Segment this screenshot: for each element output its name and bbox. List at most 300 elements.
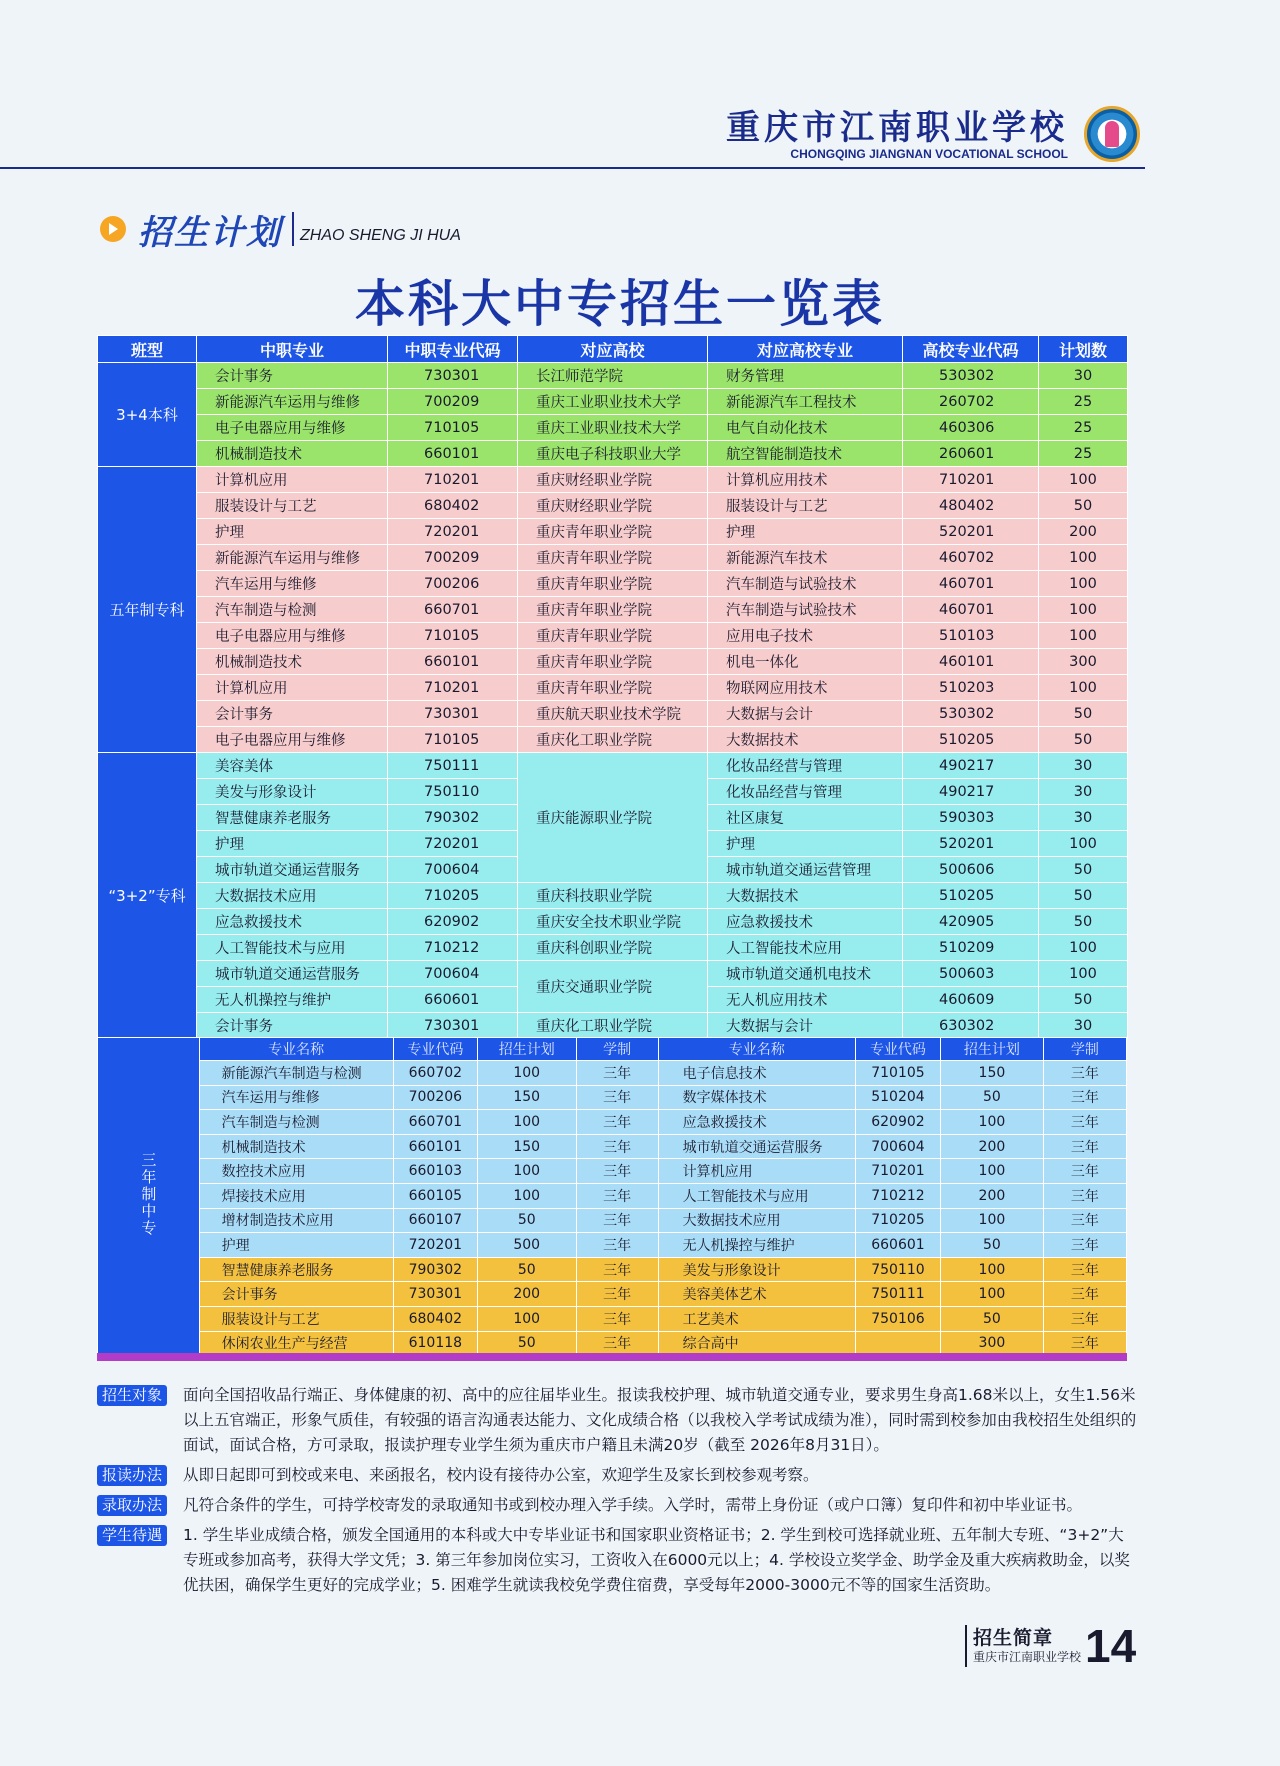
major-code-cell: 750111: [388, 753, 518, 779]
plan-cell: 30: [1039, 753, 1128, 779]
major-code-cell: 710105: [388, 415, 518, 441]
admission-plan-table: [97, 335, 1128, 1039]
school-name-en: CHONGQING JIANGNAN VOCATIONAL SCHOOL: [790, 147, 1068, 161]
plan-cell: 50: [1039, 493, 1128, 519]
major-cell: 城市轨道交通运营服务: [197, 857, 388, 883]
class-type-cell: “3+2”专科: [98, 753, 197, 1039]
major-cell: 数控技术应用: [199, 1159, 393, 1184]
table-row: [98, 935, 1128, 961]
college-code-cell: 710201: [903, 467, 1039, 493]
major-cell: 休闲农业生产与经营: [199, 1331, 393, 1356]
college-major-cell: 财务管理: [708, 363, 903, 389]
table-row: [98, 1085, 1127, 1110]
table-row: [98, 571, 1128, 597]
major-code-cell: 750110: [388, 779, 518, 805]
plan-cell: 150: [477, 1085, 576, 1110]
college-code-cell: 510205: [903, 883, 1039, 909]
college-major-cell: 无人机应用技术: [708, 987, 903, 1013]
table-row: [98, 389, 1128, 415]
major-code-cell: 660601: [388, 987, 518, 1013]
plan-cell: 30: [1039, 1013, 1128, 1039]
plan-cell: 25: [1039, 441, 1128, 467]
note-benefits: [97, 1523, 1137, 1598]
plan-cell: 100: [477, 1061, 576, 1086]
college-code-cell: 590303: [903, 805, 1039, 831]
major-code-cell: 720201: [388, 831, 518, 857]
plan-cell: 25: [1039, 389, 1128, 415]
major-cell: 数字媒体技术: [658, 1085, 855, 1110]
major-cell: 计算机应用: [197, 467, 388, 493]
column-header: 中职专业: [197, 336, 388, 363]
duration-cell: 三年: [576, 1183, 658, 1208]
plan-cell: 100: [1039, 623, 1128, 649]
college-cell: 重庆安全技术职业学院: [518, 909, 708, 935]
code-cell: 790302: [393, 1257, 477, 1282]
college-code-cell: 460101: [903, 649, 1039, 675]
college-major-cell: 城市轨道交通机电技术: [708, 961, 903, 987]
major-cell: 智慧健康养老服务: [197, 805, 388, 831]
column-header: 专业名称: [199, 1038, 393, 1061]
duration-cell: 三年: [1043, 1061, 1126, 1086]
major-cell: 护理: [199, 1233, 393, 1258]
major-code-cell: 710201: [388, 467, 518, 493]
class-type-label: 三年制中专: [139, 1151, 158, 1237]
note-registration: [97, 1463, 1137, 1488]
code-cell: 660101: [393, 1134, 477, 1159]
major-cell: 新能源汽车运用与维修: [197, 545, 388, 571]
college-major-cell: 应急救援技术: [708, 909, 903, 935]
code-cell: 660105: [393, 1183, 477, 1208]
plan-cell: 50: [477, 1257, 576, 1282]
college-major-cell: 护理: [708, 831, 903, 857]
major-code-cell: 720201: [388, 519, 518, 545]
college-major-cell: 航空智能制造技术: [708, 441, 903, 467]
college-cell: 重庆青年职业学院: [518, 649, 708, 675]
college-major-cell: 人工智能技术应用: [708, 935, 903, 961]
table-row: [98, 1233, 1127, 1258]
college-code-cell: 510205: [903, 727, 1039, 753]
plan-cell: 50: [1039, 883, 1128, 909]
column-header: 招生计划: [941, 1038, 1044, 1061]
code-cell: 660103: [393, 1159, 477, 1184]
plan-cell: 100: [477, 1183, 576, 1208]
major-code-cell: 700209: [388, 545, 518, 571]
plan-cell: 300: [1039, 649, 1128, 675]
college-cell: 重庆交通职业学院: [518, 961, 708, 1013]
duration-cell: 三年: [1043, 1306, 1126, 1331]
section-title-divider: [292, 212, 294, 246]
duration-cell: 三年: [1043, 1282, 1126, 1307]
major-cell: 人工智能技术与应用: [658, 1183, 855, 1208]
note-admission-target: [97, 1383, 1137, 1458]
plan-cell: 100: [1039, 935, 1128, 961]
code-cell: 620902: [855, 1110, 940, 1135]
major-cell: 人工智能技术与应用: [197, 935, 388, 961]
college-major-cell: 电气自动化技术: [708, 415, 903, 441]
college-major-cell: 大数据技术: [708, 727, 903, 753]
major-code-cell: 710105: [388, 727, 518, 753]
section-title-en: ZHAO SHENG JI HUA: [300, 227, 461, 244]
major-code-cell: 700206: [388, 571, 518, 597]
table-row: [98, 441, 1128, 467]
note-text: 从即日起即可到校或来电、来函报名，校内设有接待办公室，欢迎学生及家长到校参观考察。: [183, 1466, 819, 1484]
college-code-cell: 460701: [903, 597, 1039, 623]
major-cell: 汽车运用与维修: [197, 571, 388, 597]
major-code-cell: 730301: [388, 701, 518, 727]
major-cell: 焊接技术应用: [199, 1183, 393, 1208]
major-cell: 汽车运用与维修: [199, 1085, 393, 1110]
major-cell: 城市轨道交通运营服务: [658, 1134, 855, 1159]
table-row: [98, 623, 1128, 649]
plan-cell: 100: [1039, 571, 1128, 597]
note-text: 面向全国招收品行端正、身体健康的初、高中的应往届毕业生。报读我校护理、城市轨道交通专业，要求男生身高1.68米以上，女生1.56米以上五官端正，形象气质佳，有较强的语言沟通表达能力、文化成绩合格（以我校入学考试成绩为准），同时需到校参加由我校招生处组织的面试，面试合格，方可录取，报读护理专业学生须为重庆市户籍且未满20岁（截至 2026年8月31日）。: [183, 1386, 1137, 1454]
class-type-cell: [98, 1038, 200, 1356]
note-text: 凡符合条件的学生，可持学校寄发的录取通知书或到校办理入学手续。入学时，需带上身份证（或户口簿）复印件和初中毕业证书。: [183, 1496, 1083, 1514]
code-cell: 720201: [393, 1233, 477, 1258]
code-cell: 680402: [393, 1306, 477, 1331]
duration-cell: 三年: [1043, 1208, 1126, 1233]
note-tag: 录取办法: [97, 1495, 167, 1516]
college-cell: 重庆青年职业学院: [518, 623, 708, 649]
note-tag: 学生待遇: [97, 1525, 167, 1546]
code-cell: 660601: [855, 1233, 940, 1258]
column-header: 专业代码: [855, 1038, 940, 1061]
duration-cell: 三年: [576, 1208, 658, 1233]
college-major-cell: 护理: [708, 519, 903, 545]
column-header: 对应高校: [518, 336, 708, 363]
table-row: [98, 493, 1128, 519]
column-header: 专业名称: [658, 1038, 855, 1061]
column-header: 班型: [98, 336, 197, 363]
duration-cell: 三年: [576, 1134, 658, 1159]
code-cell: 730301: [393, 1282, 477, 1307]
table-header-row: [98, 1038, 1127, 1061]
plan-cell: 200: [477, 1282, 576, 1307]
footer-title: 招生简章: [973, 1627, 1054, 1649]
column-header: 专业代码: [393, 1038, 477, 1061]
college-code-cell: 520201: [903, 519, 1039, 545]
footer-divider: [965, 1625, 967, 1667]
major-cell: 无人机操控与维护: [658, 1233, 855, 1258]
duration-cell: 三年: [1043, 1085, 1126, 1110]
column-header: 招生计划: [477, 1038, 576, 1061]
table-row: [98, 675, 1128, 701]
school-logo-icon: [1084, 106, 1140, 162]
table-row: [98, 753, 1128, 779]
college-code-cell: 260601: [903, 441, 1039, 467]
major-cell: 大数据技术应用: [658, 1208, 855, 1233]
major-code-cell: 700604: [388, 961, 518, 987]
college-major-cell: 汽车制造与试验技术: [708, 571, 903, 597]
plan-cell: 100: [477, 1110, 576, 1135]
plan-cell: 100: [1039, 961, 1128, 987]
plan-cell: 100: [941, 1159, 1044, 1184]
duration-cell: 三年: [576, 1282, 658, 1307]
section-title: [100, 206, 461, 252]
major-code-cell: 620902: [388, 909, 518, 935]
major-cell: 美容美体: [197, 753, 388, 779]
footer-text: [973, 1627, 1081, 1665]
note-tag: 报读办法: [97, 1465, 167, 1486]
major-code-cell: 730301: [388, 363, 518, 389]
major-cell: 应急救援技术: [658, 1110, 855, 1135]
major-cell: 电子电器应用与维修: [197, 727, 388, 753]
table-row: [98, 1134, 1127, 1159]
duration-cell: 三年: [576, 1257, 658, 1282]
plan-cell: 50: [477, 1208, 576, 1233]
play-arrow-icon: [100, 216, 126, 242]
column-header: 高校专业代码: [903, 336, 1039, 363]
table-row: [98, 1257, 1127, 1282]
plan-cell: 100: [1039, 545, 1128, 571]
college-code-cell: 420905: [903, 909, 1039, 935]
college-cell: 重庆化工职业学院: [518, 727, 708, 753]
plan-cell: 50: [941, 1085, 1044, 1110]
college-code-cell: 530302: [903, 363, 1039, 389]
table-row: [98, 1013, 1128, 1039]
duration-cell: 三年: [1043, 1257, 1126, 1282]
plan-cell: 50: [1039, 909, 1128, 935]
college-code-cell: 510103: [903, 623, 1039, 649]
college-cell: 重庆科技职业学院: [518, 883, 708, 909]
college-cell: 重庆财经职业学院: [518, 467, 708, 493]
section-title-cn: 招生计划: [138, 212, 282, 253]
major-cell: 计算机应用: [658, 1159, 855, 1184]
plan-cell: 100: [1039, 675, 1128, 701]
footer-subtitle: 重庆市江南职业学校: [973, 1650, 1082, 1664]
major-cell: 会计事务: [197, 1013, 388, 1039]
code-cell: 710105: [855, 1061, 940, 1086]
college-major-cell: 新能源汽车工程技术: [708, 389, 903, 415]
notes-section: [97, 1383, 1137, 1603]
major-cell: 机械制造技术: [197, 649, 388, 675]
major-cell: 综合高中: [658, 1331, 855, 1356]
code-cell: 710212: [855, 1183, 940, 1208]
major-cell: 机械制造技术: [199, 1134, 393, 1159]
college-cell: 重庆工业职业技术大学: [518, 415, 708, 441]
college-code-cell: 510209: [903, 935, 1039, 961]
college-major-cell: 新能源汽车技术: [708, 545, 903, 571]
plan-cell: 100: [941, 1257, 1044, 1282]
school-header: [726, 100, 1068, 161]
column-header: 学制: [1043, 1038, 1126, 1061]
duration-cell: 三年: [576, 1331, 658, 1356]
college-cell: 长江师范学院: [518, 363, 708, 389]
page-footer: [965, 1620, 1137, 1672]
major-code-cell: 710105: [388, 623, 518, 649]
major-cell: 护理: [197, 831, 388, 857]
college-code-cell: 510203: [903, 675, 1039, 701]
college-major-cell: 应用电子技术: [708, 623, 903, 649]
major-code-cell: 710205: [388, 883, 518, 909]
code-cell: 700206: [393, 1085, 477, 1110]
college-cell: 重庆青年职业学院: [518, 545, 708, 571]
class-type-cell: 五年制专科: [98, 467, 197, 753]
college-code-cell: 460701: [903, 571, 1039, 597]
plan-cell: 100: [1039, 597, 1128, 623]
code-cell: 710205: [855, 1208, 940, 1233]
college-major-cell: 汽车制造与试验技术: [708, 597, 903, 623]
major-cell: 美容美体艺术: [658, 1282, 855, 1307]
code-cell: 660107: [393, 1208, 477, 1233]
code-cell: 610118: [393, 1331, 477, 1356]
plan-cell: 30: [1039, 363, 1128, 389]
major-cell: 护理: [197, 519, 388, 545]
plan-cell: 100: [477, 1159, 576, 1184]
table-row: [98, 1208, 1127, 1233]
duration-cell: 三年: [576, 1159, 658, 1184]
header-divider: [0, 167, 1145, 169]
table-row: [98, 1331, 1127, 1356]
code-cell: 660702: [393, 1061, 477, 1086]
plan-cell: 50: [1039, 987, 1128, 1013]
major-cell: 电子信息技术: [658, 1061, 855, 1086]
duration-cell: 三年: [576, 1110, 658, 1135]
duration-cell: 三年: [576, 1306, 658, 1331]
college-cell: 重庆工业职业技术大学: [518, 389, 708, 415]
major-cell: 服装设计与工艺: [197, 493, 388, 519]
school-name-cn: 重庆市江南职业学校: [726, 108, 1068, 148]
code-cell: 700604: [855, 1134, 940, 1159]
plan-cell: 50: [941, 1233, 1044, 1258]
code-cell: 750110: [855, 1257, 940, 1282]
table-row: [98, 1110, 1127, 1135]
column-header: 对应高校专业: [708, 336, 903, 363]
major-code-cell: 660701: [388, 597, 518, 623]
table-bottom-bar: [97, 1353, 1127, 1361]
duration-cell: 三年: [576, 1085, 658, 1110]
table-row: [98, 1061, 1127, 1086]
plan-cell: 100: [941, 1208, 1044, 1233]
major-cell: 汽车制造与检测: [199, 1110, 393, 1135]
major-cell: 无人机操控与维护: [197, 987, 388, 1013]
major-code-cell: 730301: [388, 1013, 518, 1039]
code-cell: 510204: [855, 1085, 940, 1110]
college-code-cell: 500606: [903, 857, 1039, 883]
college-major-cell: 计算机应用技术: [708, 467, 903, 493]
plan-cell: 30: [1039, 805, 1128, 831]
table-header-row: [98, 336, 1128, 363]
college-major-cell: 大数据与会计: [708, 701, 903, 727]
college-major-cell: 化妆品经营与管理: [708, 753, 903, 779]
major-code-cell: 700209: [388, 389, 518, 415]
college-major-cell: 社区康复: [708, 805, 903, 831]
college-cell: 重庆青年职业学院: [518, 675, 708, 701]
table-row: [98, 961, 1128, 987]
college-code-cell: 490217: [903, 753, 1039, 779]
table-row: [98, 597, 1128, 623]
duration-cell: 三年: [576, 1233, 658, 1258]
table-row: [98, 909, 1128, 935]
duration-cell: 三年: [1043, 1183, 1126, 1208]
major-cell: 机械制造技术: [197, 441, 388, 467]
plan-cell: 50: [1039, 857, 1128, 883]
note-enrollment: [97, 1493, 1137, 1518]
major-cell: 美发与形象设计: [658, 1257, 855, 1282]
table-row: [98, 415, 1128, 441]
major-cell: 美发与形象设计: [197, 779, 388, 805]
class-type-cell: 3+4本科: [98, 363, 197, 467]
college-code-cell: 460609: [903, 987, 1039, 1013]
college-major-cell: 物联网应用技术: [708, 675, 903, 701]
major-cell: 新能源汽车运用与维修: [197, 389, 388, 415]
table-row: [98, 649, 1128, 675]
college-code-cell: 490217: [903, 779, 1039, 805]
plan-cell: 100: [477, 1306, 576, 1331]
page-number: 14: [1085, 1620, 1137, 1672]
plan-cell: 200: [1039, 519, 1128, 545]
duration-cell: 三年: [1043, 1159, 1126, 1184]
major-cell: 新能源汽车制造与检测: [199, 1061, 393, 1086]
plan-cell: 50: [1039, 701, 1128, 727]
plan-cell: 30: [1039, 779, 1128, 805]
table-row: [98, 363, 1128, 389]
major-code-cell: 680402: [388, 493, 518, 519]
college-code-cell: 630302: [903, 1013, 1039, 1039]
college-cell: 重庆科创职业学院: [518, 935, 708, 961]
code-cell: 750111: [855, 1282, 940, 1307]
college-cell: 重庆青年职业学院: [518, 519, 708, 545]
major-cell: 会计事务: [197, 363, 388, 389]
plan-cell: 100: [1039, 467, 1128, 493]
major-cell: 服装设计与工艺: [199, 1306, 393, 1331]
plan-cell: 150: [477, 1134, 576, 1159]
table-row: [98, 467, 1128, 493]
college-cell: 重庆财经职业学院: [518, 493, 708, 519]
plan-cell: 100: [1039, 831, 1128, 857]
college-major-cell: 服装设计与工艺: [708, 493, 903, 519]
plan-cell: 50: [1039, 727, 1128, 753]
column-header: 计划数: [1039, 336, 1128, 363]
column-header: 中职专业代码: [388, 336, 518, 363]
college-cell: 重庆电子科技职业大学: [518, 441, 708, 467]
page-title: 本科大中专招生一览表: [355, 275, 885, 333]
college-major-cell: 大数据与会计: [708, 1013, 903, 1039]
major-cell: 会计事务: [197, 701, 388, 727]
plan-cell: 200: [941, 1134, 1044, 1159]
major-cell: 应急救援技术: [197, 909, 388, 935]
major-cell: 工艺美术: [658, 1306, 855, 1331]
college-cell: 重庆青年职业学院: [518, 597, 708, 623]
major-code-cell: 660101: [388, 441, 518, 467]
table-row: [98, 883, 1128, 909]
plan-cell: 100: [941, 1282, 1044, 1307]
duration-cell: 三年: [1043, 1134, 1126, 1159]
major-cell: 城市轨道交通运营服务: [197, 961, 388, 987]
college-major-cell: 大数据技术: [708, 883, 903, 909]
duration-cell: 三年: [1043, 1233, 1126, 1258]
major-code-cell: 710212: [388, 935, 518, 961]
college-cell: 重庆航天职业技术学院: [518, 701, 708, 727]
plan-cell: 50: [477, 1331, 576, 1356]
plan-cell: 100: [941, 1110, 1044, 1135]
table-row: [98, 701, 1128, 727]
college-cell: 重庆青年职业学院: [518, 571, 708, 597]
college-code-cell: 260702: [903, 389, 1039, 415]
college-cell: 重庆化工职业学院: [518, 1013, 708, 1039]
college-code-cell: 500603: [903, 961, 1039, 987]
table-row: [98, 545, 1128, 571]
code-cell: 750106: [855, 1306, 940, 1331]
major-cell: 大数据技术应用: [197, 883, 388, 909]
major-code-cell: 710201: [388, 675, 518, 701]
table-row: [98, 1159, 1127, 1184]
college-code-cell: 460306: [903, 415, 1039, 441]
duration-cell: 三年: [1043, 1331, 1126, 1356]
plan-cell: 25: [1039, 415, 1128, 441]
plan-cell: 50: [941, 1306, 1044, 1331]
duration-cell: 三年: [576, 1061, 658, 1086]
